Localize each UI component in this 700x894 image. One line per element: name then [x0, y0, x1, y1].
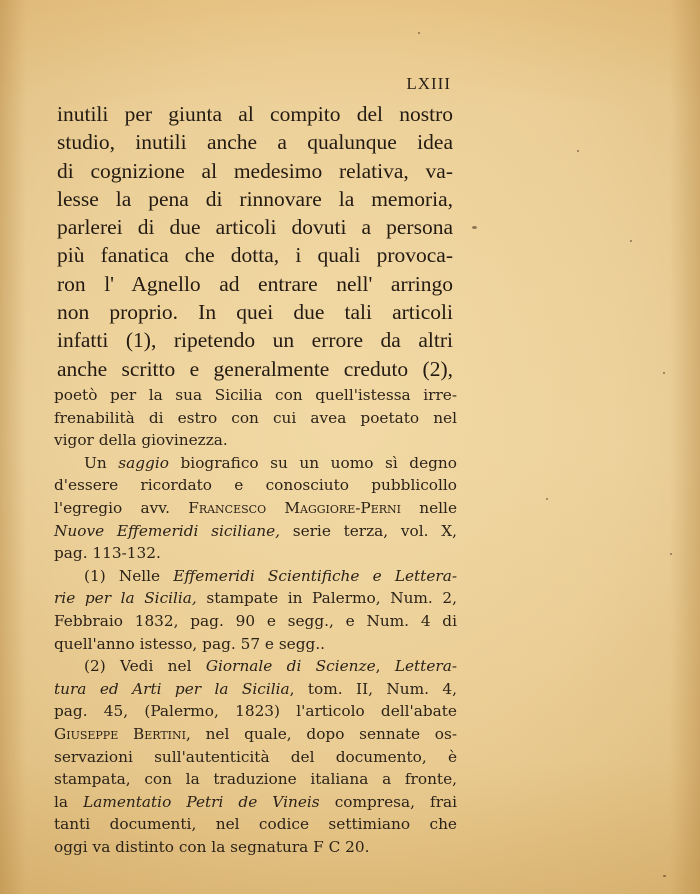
- main-text-line: infatti (1), ripetendo un errore da altri: [57, 328, 453, 353]
- main-text-line: inutili per giunta al compito del nostro: [57, 102, 453, 126]
- footnote-text: nelle: [400, 498, 458, 517]
- main-text-line: non proprio. In quei due tali articoli: [57, 300, 453, 325]
- footnote-text: serie terza, vol. X,: [279, 521, 457, 540]
- footnote-2-line: stampata, con la traduzione italiana a fronte,: [54, 770, 457, 789]
- paper-speck: [577, 150, 579, 152]
- footnote-1-line: [54, 565, 457, 588]
- main-text-line: più fanatica che dotta, i quali provoca-: [57, 243, 453, 268]
- footnote-2-line: [54, 655, 457, 678]
- footnote-italic-title: saggio: [118, 453, 169, 472]
- paper-speck: [663, 875, 666, 877]
- footnote-line: poetò per la sua Sicilia con quell'istessa irre-: [54, 386, 457, 404]
- paper-speck: [472, 226, 477, 229]
- footnote-italic-title: Giornale di Scienze: [205, 657, 376, 676]
- footnote-text: stampate in Palermo, Num. 2,: [196, 589, 457, 608]
- footnote-line: [54, 520, 457, 543]
- footnote-1-line: [54, 587, 457, 610]
- page-edge-shadow-right: [670, 0, 700, 894]
- footnote-2-line: [54, 791, 457, 814]
- footnote-line: vigor della giovinezza.: [54, 431, 228, 450]
- footnote-italic-title: Effemeridi Scientifiche e Lettera-: [173, 566, 457, 585]
- footnote-text: compresa, frai: [319, 792, 458, 811]
- main-text-line: lesse la pena di rinnovare la memoria,: [57, 186, 453, 211]
- footnote-1-line: quell'anno istesso, pag. 57 e segg..: [54, 634, 326, 653]
- footnote-line: [54, 497, 457, 520]
- footnote-2-line: tanti documenti, nel codice settimiano che: [54, 815, 457, 834]
- footnote-line: [54, 452, 457, 475]
- footnote-2-line: [54, 678, 457, 701]
- footnote-text: , nel quale, dopo sennate os-: [185, 724, 458, 743]
- footnote-text: (1) Nelle: [84, 566, 174, 585]
- footnote-2-line: oggi va distinto con la segnatura F C 20.: [54, 837, 370, 856]
- footnote-2-line: [54, 723, 457, 746]
- author-name: Giuseppe Bertini: [54, 724, 186, 743]
- paper-speck: [670, 553, 672, 555]
- footnote-text: Un: [84, 453, 119, 472]
- footnote-1-line: Febbraio 1832, pag. 90 e segg., e Num. 4 di: [54, 611, 457, 630]
- main-text-line: parlerei di due articoli dovuti a persona: [57, 215, 453, 240]
- paper-speck: [663, 372, 665, 374]
- main-text: [57, 100, 453, 383]
- footnote-line: d'essere ricordato e conosciuto pubblicollo: [54, 476, 457, 495]
- running-head-page-number: LXIII: [406, 74, 451, 93]
- footnote-text: , tom. II, Num. 4,: [289, 679, 457, 698]
- main-text-line: anche scritto e generalmente creduto (2),: [57, 356, 453, 381]
- footnote-line: frenabilità di estro con cui avea poetato nel: [54, 408, 457, 427]
- footnote-italic-title: Lettera-: [394, 657, 457, 676]
- footnote-text: (2) Vedi nel: [84, 657, 206, 676]
- footnote-text: la: [54, 792, 84, 811]
- footnotes: [54, 384, 457, 858]
- footnote-text: l'egregio avv.: [54, 498, 189, 517]
- footnote-line: pag. 113-132.: [54, 544, 161, 563]
- footnote-text: ,: [375, 657, 395, 676]
- main-text-line: studio, inutili anche a qualunque idea: [57, 130, 453, 155]
- paper-speck: [418, 32, 420, 34]
- page-edge-shadow-left: [0, 0, 26, 894]
- footnote-italic-title: Lamentatio Petri de Vineis: [83, 792, 320, 811]
- footnote-italic-title: rie per la Sicilia,: [54, 589, 197, 608]
- footnote-2-line: servazioni sull'autenticità del documento, è: [54, 747, 457, 766]
- main-text-line: di cognizione al medesimo relativa, va-: [57, 158, 453, 183]
- paper-speck: [630, 240, 632, 242]
- footnote-text: biografico su un uomo sì degno: [168, 453, 457, 472]
- paper-speck: [546, 498, 548, 500]
- footnote-italic-title: tura ed Arti per la Sicilia: [54, 679, 290, 698]
- footnote-italic-title: Nuove Effemeridi siciliane,: [54, 521, 280, 540]
- footnote-2-line: pag. 45, (Palermo, 1823) l'articolo dell'abate: [54, 702, 457, 721]
- main-text-line: ron l' Agnello ad entrare nell' arringo: [57, 271, 453, 296]
- author-name: Francesco Maggiore-Perni: [188, 498, 401, 517]
